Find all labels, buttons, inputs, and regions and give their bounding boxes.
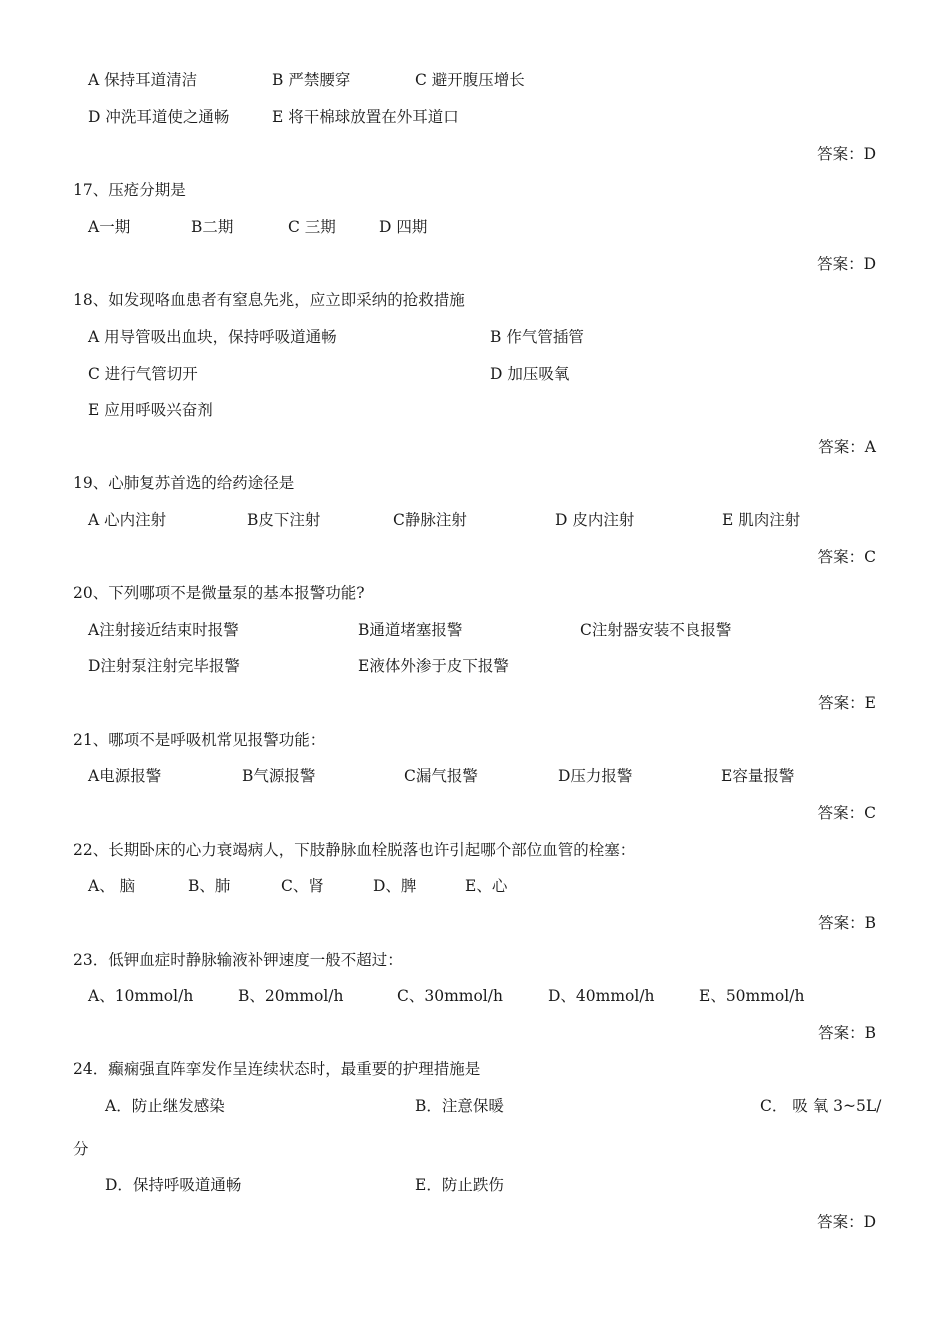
q17-option-b: B二期 (191, 218, 234, 236)
q21-answer: 答案：C (817, 804, 876, 822)
q22-option-d: D、脾 (373, 877, 417, 895)
q18-option-e: E 应用呼吸兴奋剂 (88, 401, 213, 419)
q16-option-b: B 严禁腰穿 (272, 71, 351, 89)
q17-stem: 17、压疮分期是 (73, 181, 186, 199)
q20-option-d: D注射泵注射完毕报警 (88, 657, 240, 675)
q21-option-a: A电源报警 (88, 767, 162, 785)
q23-option-d: D、40mmol/h (548, 987, 655, 1005)
q23-answer: 答案：B (818, 1024, 876, 1042)
q16-option-c: C 避开腹压增长 (415, 71, 525, 89)
q23-option-a: A、10mmol/h (88, 987, 194, 1005)
q24-option-e: E．防止跌伤 (415, 1176, 504, 1194)
q24-option-a: A．防止继发感染 (105, 1097, 225, 1115)
q22-option-c: C、肾 (281, 877, 324, 895)
q20-answer: 答案：E (818, 694, 876, 712)
q18-option-b: B 作气管插管 (490, 328, 584, 346)
q17-option-c: C 三期 (288, 218, 336, 236)
q22-option-b: B、肺 (188, 877, 231, 895)
q19-option-c: C静脉注射 (393, 511, 467, 529)
q18-option-c: C 进行气管切开 (88, 365, 198, 383)
q24-option-c-wrap: 分 (73, 1140, 89, 1158)
q19-option-e: E 肌肉注射 (722, 511, 801, 529)
q23-option-c: C、30mmol/h (397, 987, 503, 1005)
q17-option-d: D 四期 (379, 218, 428, 236)
q23-stem: 23．低钾血症时静脉输液补钾速度一般不超过： (73, 951, 403, 969)
q21-stem: 21、哪项不是呼吸机常见报警功能： (73, 731, 326, 749)
q22-answer: 答案：B (818, 914, 876, 932)
q20-option-b: B通道堵塞报警 (358, 621, 463, 639)
q19-stem: 19、心肺复苏首选的给药途径是 (73, 474, 295, 492)
q19-option-b: B皮下注射 (247, 511, 321, 529)
q20-option-a: A注射接近结束时报警 (88, 621, 239, 639)
q17-option-a: A一期 (88, 218, 131, 236)
q21-option-e: E容量报警 (721, 767, 795, 785)
q16-option-a: A 保持耳道清洁 (88, 71, 198, 89)
q18-option-d: D 加压吸氧 (490, 365, 570, 383)
q24-option-b: B．注意保暖 (415, 1097, 504, 1115)
q22-option-a: A、 脑 (88, 877, 136, 895)
q18-stem: 18、如发现咯血患者有窒息先兆，应立即采纳的抢救措施 (73, 291, 465, 309)
q20-option-e: E液体外渗于皮下报警 (358, 657, 509, 675)
q22-option-e: E、心 (465, 877, 508, 895)
q18-answer: 答案：A (818, 438, 876, 456)
q22-stem: 22、长期卧床的心力衰竭病人，下肢静脉血栓脱落也许引起哪个部位血管的栓塞： (73, 841, 636, 859)
q19-answer: 答案：C (817, 548, 876, 566)
q17-answer: 答案：D (817, 255, 876, 273)
q23-option-e: E、50mmol/h (699, 987, 805, 1005)
q20-option-c: C注射器安装不良报警 (580, 621, 732, 639)
q24-answer: 答案：D (817, 1213, 876, 1231)
q19-option-d: D 皮内注射 (555, 511, 635, 529)
q24-option-c: C． 吸 氧 3~5L/ (760, 1097, 882, 1115)
q16-option-e: E 将干棉球放置在外耳道口 (272, 108, 459, 126)
q21-option-c: C漏气报警 (404, 767, 478, 785)
q24-stem: 24．癫痫强直阵挛发作呈连续状态时，最重要的护理措施是 (73, 1060, 481, 1078)
q20-stem: 20、下列哪项不是微量泵的基本报警功能? (73, 584, 365, 602)
q21-option-b: B气源报警 (242, 767, 316, 785)
q24-option-d: D．保持呼吸道通畅 (105, 1176, 242, 1194)
q16-answer: 答案：D (817, 145, 876, 163)
q19-option-a: A 心内注射 (88, 511, 167, 529)
q18-option-a: A 用导管吸出血块，保持呼吸道通畅 (88, 328, 337, 346)
q23-option-b: B、20mmol/h (238, 987, 344, 1005)
q21-option-d: D压力报警 (558, 767, 633, 785)
q16-option-d: D 冲洗耳道使之通畅 (88, 108, 230, 126)
